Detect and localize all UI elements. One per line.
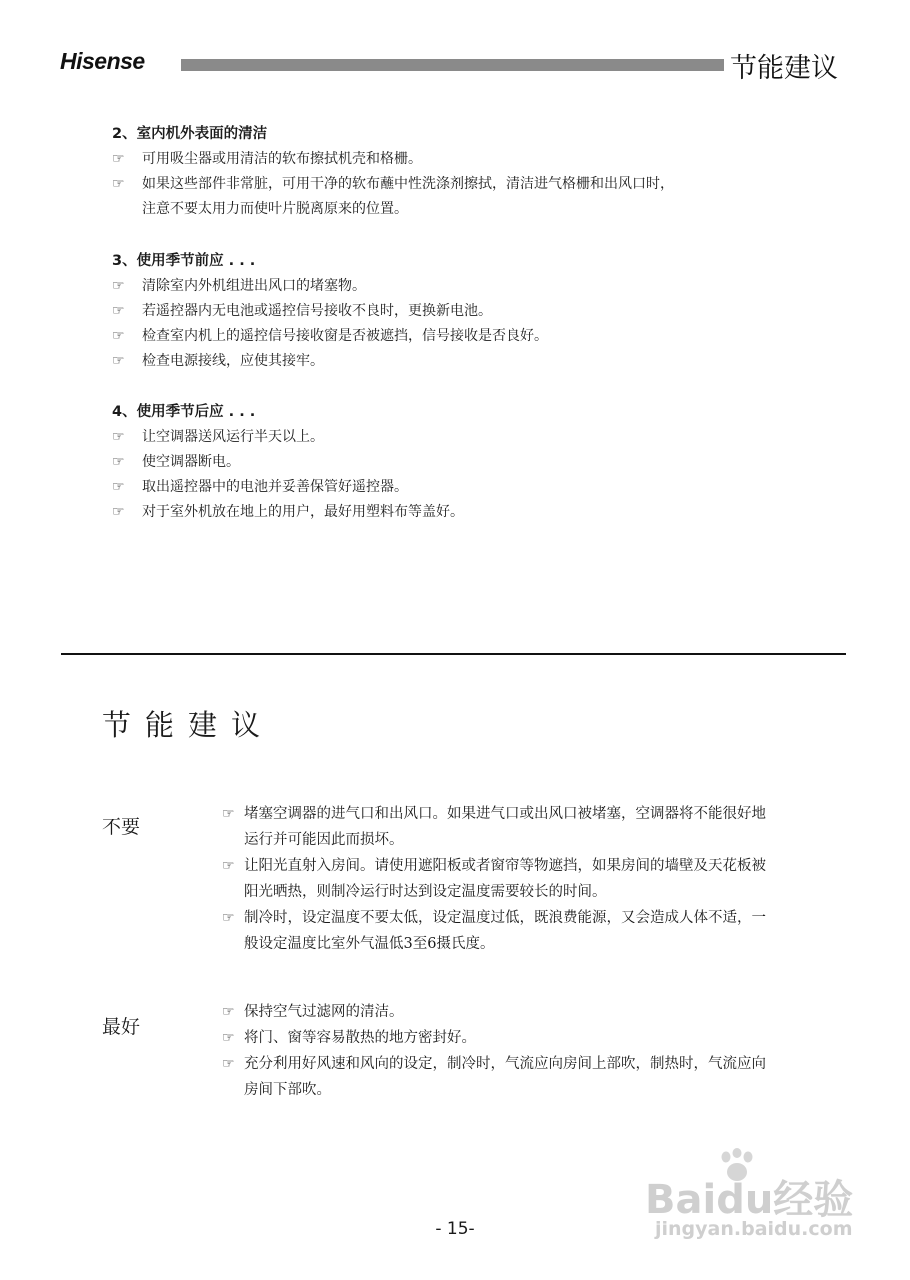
hand-pointing-icon: ☞ — [112, 429, 125, 445]
hand-pointing-icon: ☞ — [222, 1030, 235, 1046]
header-title: 节能建议 — [730, 53, 838, 84]
list-item-text: 让阳光直射入房间。请使用遮阳板或者窗帘等物遮挡，如果房间的墙壁及天花板被 阳光晒热，则制冷运行时达到设定温度需要较长的时间。 — [244, 858, 766, 900]
energy-saving-title: 节能建议 — [102, 708, 275, 742]
section-title: 3、使用季节前应 . . . — [112, 253, 256, 269]
hand-pointing-icon: ☞ — [112, 328, 125, 344]
list-item — [112, 324, 548, 349]
watermark-url: jingyan.baidu.com — [655, 1218, 853, 1240]
hand-pointing-icon: ☞ — [112, 176, 125, 192]
list-item — [222, 801, 822, 853]
hand-pointing-icon: ☞ — [112, 278, 125, 294]
hand-pointing-icon: ☞ — [112, 504, 125, 520]
list-item — [112, 500, 464, 525]
list-item — [112, 475, 464, 500]
dont-tips — [222, 801, 822, 957]
hand-pointing-icon: ☞ — [112, 151, 125, 167]
list-item-text: 取出遥控器中的电池并妥善保管好遥控器。 — [142, 479, 408, 495]
list-item-text: 堵塞空调器的进气口和出风口。如果进气口或出风口被堵塞，空调器将不能很好地 运行并可能因此而损坏。 — [244, 806, 766, 848]
page-number: - 15- — [435, 1219, 475, 1239]
list-item-text: 制冷时，设定温度不要太低，设定温度过低，既浪费能源，又会造成人体不适，一 般设定温度比室外气温低3至6摄氏度。 — [244, 910, 766, 952]
hand-pointing-icon: ☞ — [222, 1056, 235, 1072]
hisense-logo: Hisense — [60, 48, 145, 74]
list-item-text: 将门、窗等容易散热的地方密封好。 — [244, 1030, 476, 1046]
list-item — [222, 853, 822, 905]
list-item — [222, 999, 822, 1025]
list-item-text: 检查室内机上的遥控信号接收窗是否被遮挡，信号接收是否良好。 — [142, 328, 548, 344]
dont-label: 不要 — [102, 816, 141, 838]
list-item — [112, 299, 548, 324]
hand-pointing-icon: ☞ — [222, 806, 235, 822]
best-tips — [222, 999, 822, 1103]
list-item — [222, 1025, 822, 1051]
hand-pointing-icon: ☞ — [222, 858, 235, 874]
section-after-season — [112, 400, 464, 525]
hand-pointing-icon: ☞ — [112, 303, 125, 319]
list-item — [222, 1051, 822, 1103]
list-item-text: 保持空气过滤网的清洁。 — [244, 1004, 404, 1020]
list-item-text: 如果这些部件非常脏，可用干净的软布蘸中性洗涤剂擦拭，清洁进气格栅和出风口时， 注意不要太用力而使叶片脱离原来的位置。 — [142, 176, 674, 217]
hand-pointing-icon: ☞ — [222, 910, 235, 926]
header-bar — [181, 59, 724, 71]
hand-pointing-icon: ☞ — [222, 1004, 235, 1020]
watermark-brand: Baidu经验 — [645, 1177, 854, 1223]
list-item — [112, 274, 548, 299]
section-before-season — [112, 249, 548, 374]
list-item — [112, 172, 674, 222]
section-title: 2、室内机外表面的清洁 — [112, 126, 268, 142]
list-item — [112, 349, 548, 374]
section-indoor-cleaning — [112, 122, 674, 222]
list-item-text: 若遥控器内无电池或遥控信号接收不良时，更换新电池。 — [142, 303, 492, 319]
list-item-text: 可用吸尘器或用清洁的软布擦拭机壳和格栅。 — [142, 151, 422, 167]
list-item-text: 让空调器送风运行半天以上。 — [142, 429, 324, 445]
list-item — [222, 905, 822, 957]
list-item — [112, 147, 674, 172]
list-item — [112, 425, 464, 450]
best-label: 最好 — [102, 1016, 141, 1038]
hand-pointing-icon: ☞ — [112, 353, 125, 369]
list-item-text: 清除室内外机组进出风口的堵塞物。 — [142, 278, 366, 294]
baidu-watermark — [645, 1148, 875, 1248]
list-item-text: 充分利用好风速和风向的设定，制冷时，气流应向房间上部吹，制热时，气流应向 房间下部吹。 — [244, 1056, 766, 1098]
hand-pointing-icon: ☞ — [112, 454, 125, 470]
list-item-text: 使空调器断电。 — [142, 454, 240, 470]
list-item-text: 检查电源接线，应使其接牢。 — [142, 353, 324, 369]
hand-pointing-icon: ☞ — [112, 479, 125, 495]
section-divider — [61, 653, 846, 655]
list-item-text: 对于室外机放在地上的用户，最好用塑料布等盖好。 — [142, 504, 464, 520]
list-item — [112, 450, 464, 475]
section-title: 4、使用季节后应 . . . — [112, 404, 256, 420]
